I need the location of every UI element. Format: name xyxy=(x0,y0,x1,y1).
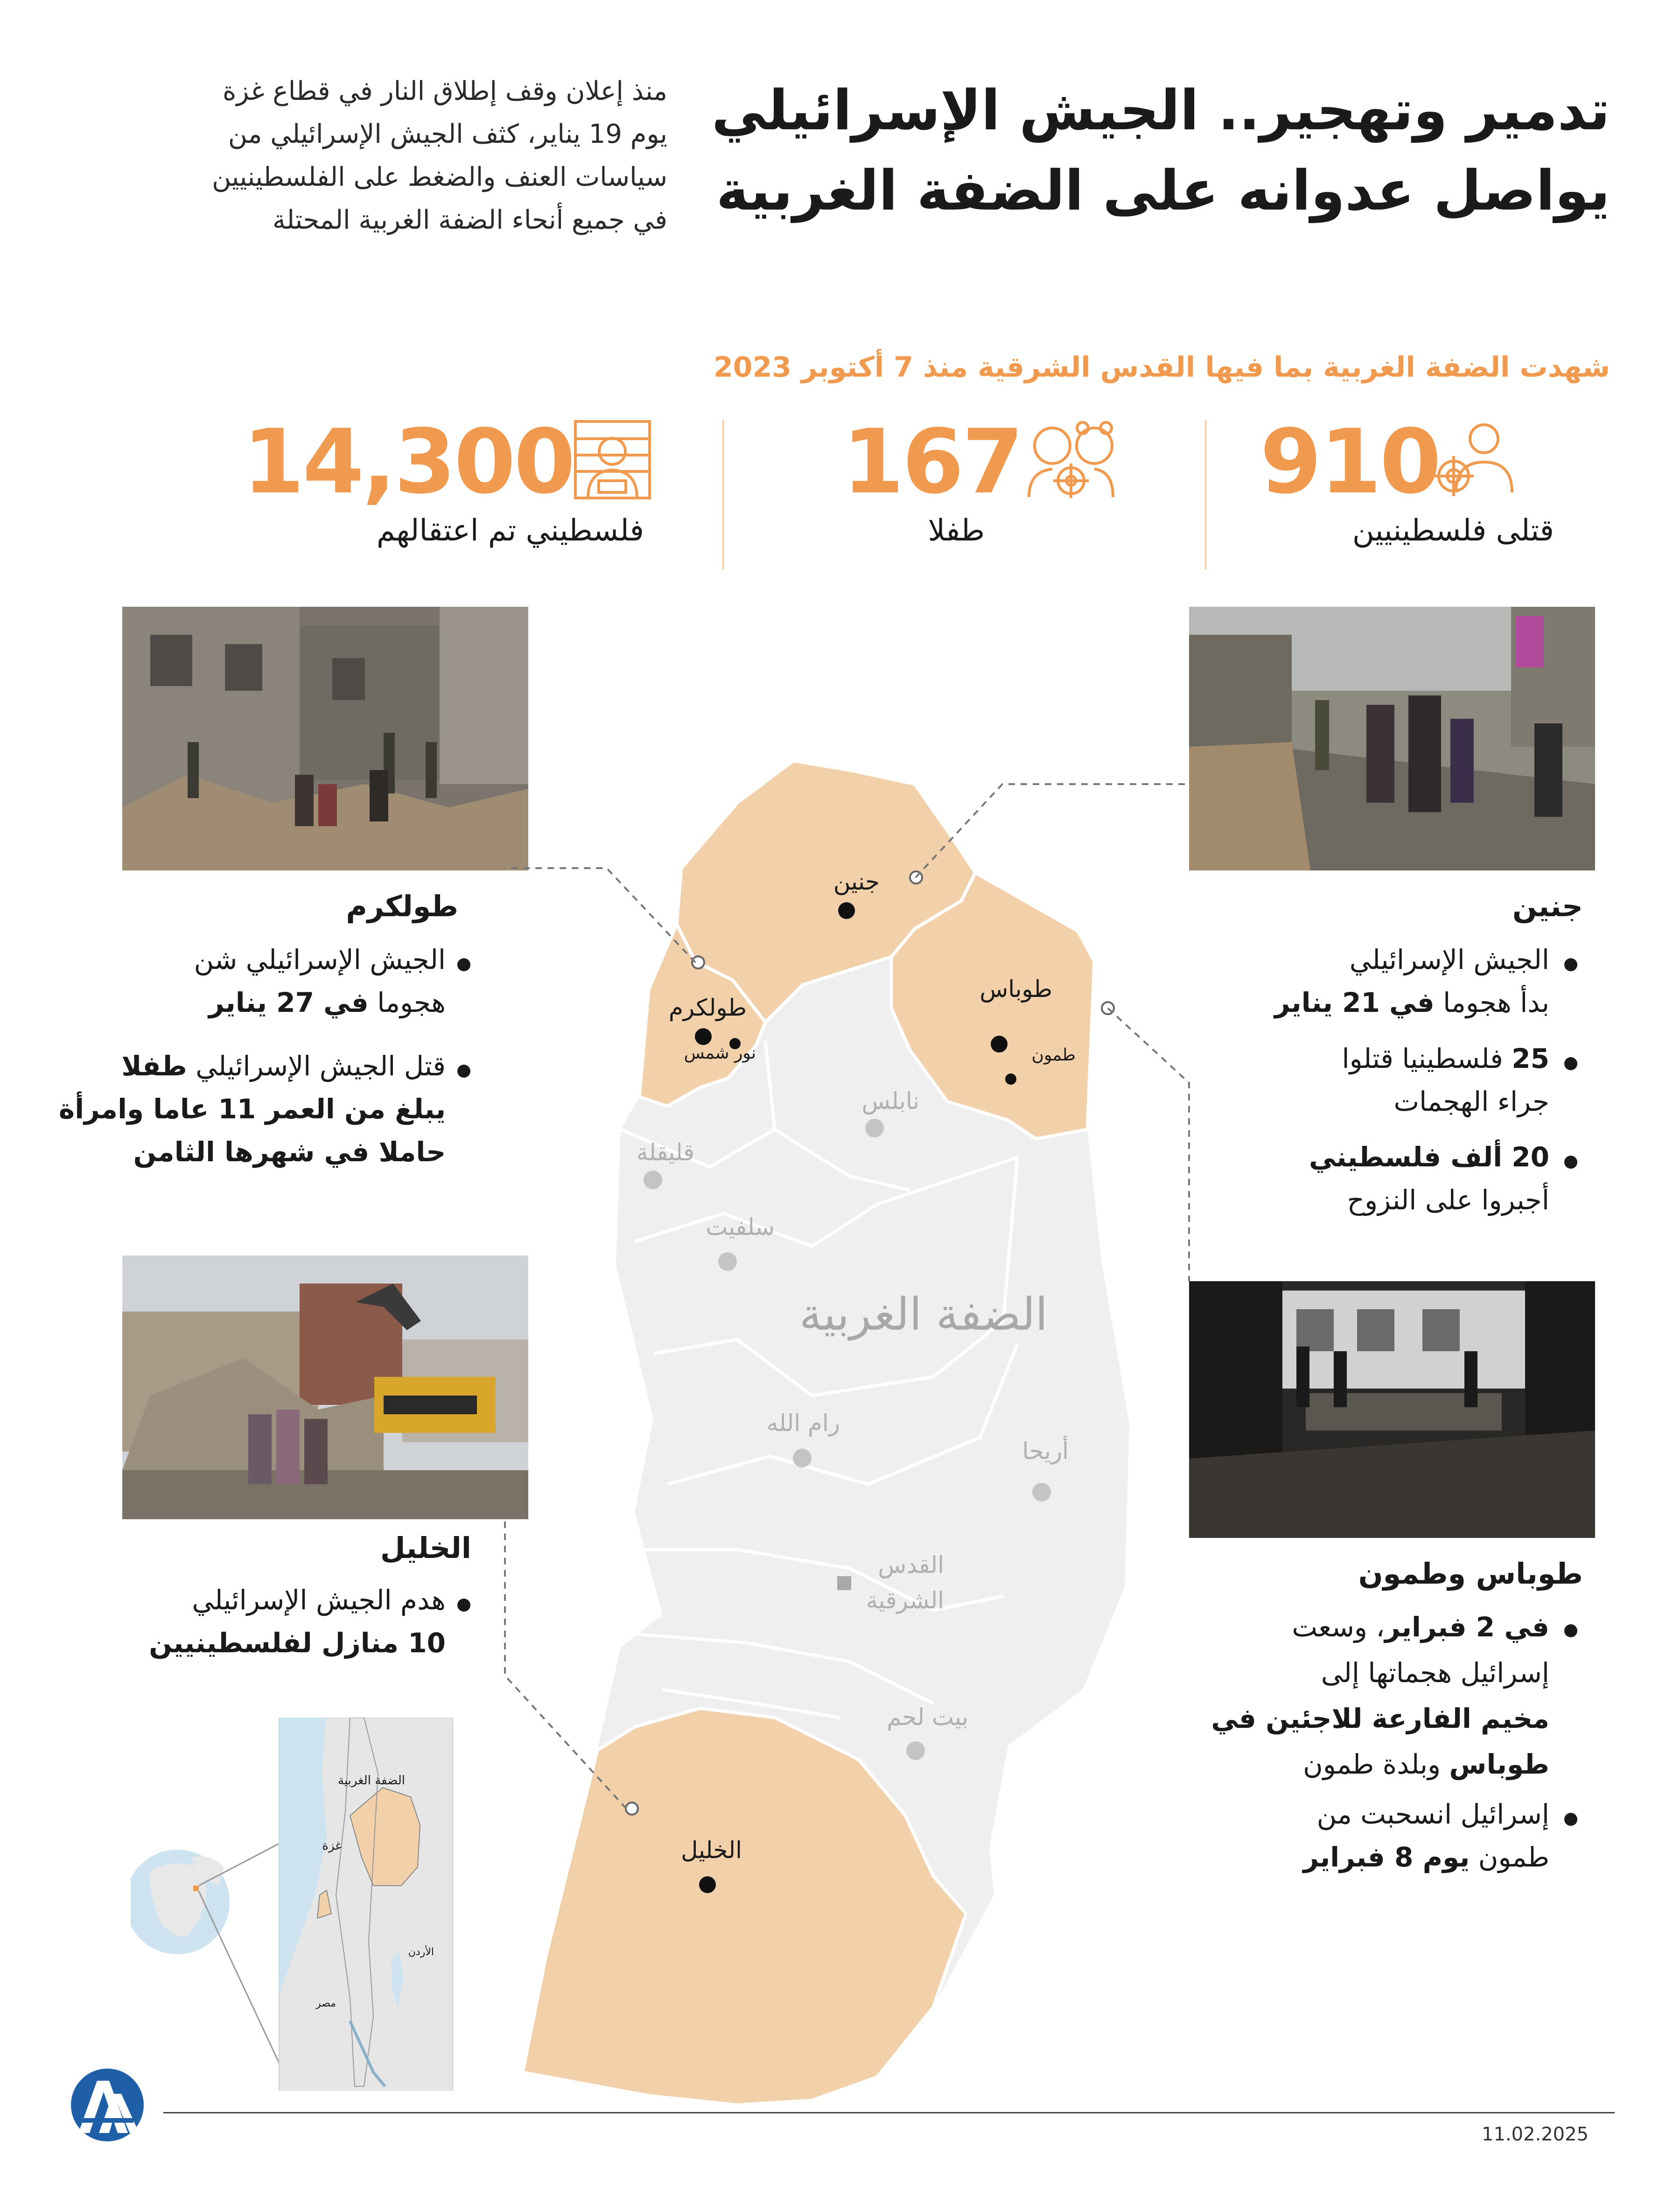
jenin-b1-line xyxy=(1274,981,1549,1024)
map-label-hebron: الخليل xyxy=(681,1837,742,1864)
map-label-tubas: طوباس xyxy=(980,975,1052,1003)
map-region-label: الضفة الغربية xyxy=(799,1288,1048,1340)
stat-children-label: طفلا xyxy=(928,513,985,548)
intro-line: سياسات العنف والضغط على الفلسطينيين xyxy=(212,162,667,192)
tulkarm-b1-line: الجيش الإسرائيلي شن xyxy=(194,944,446,975)
tulkarm-b2-line: حاملا في شهرها الثامن xyxy=(133,1136,446,1168)
jenin-b2-text: فلسطينيا قتلوا xyxy=(1342,1043,1512,1074)
stats-heading: شهدت الضفة الغربية بما فيها القدس الشرقية منذ 7 أكتوبر 2023 xyxy=(714,351,1610,384)
tubas-b1-line xyxy=(1211,1741,1549,1787)
title-line-2: يواصل عدوانه على الضفة الغربية xyxy=(716,158,1610,223)
tubas-b1-bold: طوباس xyxy=(1449,1748,1549,1780)
map-label-jericho: أريحا xyxy=(1022,1438,1069,1465)
hebron-title: الخليل xyxy=(380,1531,471,1565)
bullet-dot xyxy=(457,1065,470,1078)
tubas-b2-line xyxy=(1303,1836,1549,1879)
footer-divider xyxy=(163,2112,1615,2113)
locator-inset xyxy=(131,1718,467,2091)
jenin-bullet-3 xyxy=(1309,1136,1549,1221)
bullet-dot xyxy=(457,958,470,971)
tulkarm-b2-bold: طفلا xyxy=(121,1050,187,1082)
locator-label-gaza: غزة xyxy=(322,1839,342,1853)
jenin-b3-line: أجبروا على النزوح xyxy=(1347,1184,1549,1216)
stat-killed-value: 910 xyxy=(1260,410,1440,513)
map-label-ramallah: رام الله xyxy=(766,1410,840,1437)
jenin-title: جنين xyxy=(1512,889,1583,923)
tubas-b1-line xyxy=(1211,1604,1549,1650)
hebron-bullet-1 xyxy=(149,1579,446,1664)
tulkarm-b1-date: في 27 يناير xyxy=(208,987,369,1018)
tulkarm-b2-text: قتل الجيش الإسرائيلي xyxy=(187,1050,446,1082)
intro-line: في جميع أنحاء الضفة الغربية المحتلة xyxy=(272,205,667,235)
map-label-qalqilya: قليقلة xyxy=(636,1139,694,1166)
bullet-dot xyxy=(1564,1156,1577,1169)
hebron-b1-line: 10 منازل لفلسطينيين xyxy=(149,1627,446,1659)
map-label-nur-shams: نور شمس xyxy=(684,1044,756,1063)
map-label-east-jerusalem-line: الشرقية xyxy=(866,1587,944,1614)
tubas-b1-text: ، وسعت xyxy=(1292,1611,1385,1643)
bullet-dot xyxy=(1564,958,1577,971)
map-label-salfit: سلفيت xyxy=(706,1214,775,1241)
stat-detained-value: 14,300 xyxy=(243,410,574,513)
map-label-jenin: جنين xyxy=(833,868,880,895)
map-label-tammun: طمون xyxy=(1031,1045,1076,1065)
bullet-dot xyxy=(1564,1813,1577,1826)
map-label-tulkarm: طولكرم xyxy=(668,994,747,1021)
aa-logo-icon xyxy=(70,2068,145,2142)
jenin-b1-date: في 21 يناير xyxy=(1274,987,1435,1018)
tulkarm-title: طولكرم xyxy=(346,889,458,923)
tubas-title: طوباس وطمون xyxy=(1358,1557,1583,1591)
map-label-nablus: نابلس xyxy=(861,1087,919,1115)
intro-line: منذ إعلان وقف إطلاق النار في قطاع غزة xyxy=(223,76,667,106)
tulkarm-b1-text: هجوما xyxy=(368,987,446,1018)
locator-label-jordan: الأردن xyxy=(408,1946,434,1958)
tulkarm-bullet-2 xyxy=(59,1045,446,1173)
tubas-b1-date: في 2 فبراير xyxy=(1385,1611,1549,1643)
tulkarm-b2-line xyxy=(59,1045,446,1087)
stat-children-value: 167 xyxy=(842,410,1022,513)
jenin-b1-line: الجيش الإسرائيلي xyxy=(1349,944,1549,975)
tubas-b1-text2: وبلدة طمون xyxy=(1303,1748,1449,1780)
tubas-b1-line: مخيم الفارعة للاجئين في xyxy=(1211,1703,1549,1734)
map-label-east-jerusalem-line: القدس xyxy=(878,1551,944,1579)
hebron-b1-line: هدم الجيش الإسرائيلي xyxy=(192,1584,446,1616)
jenin-b2-line: جراء الهجمات xyxy=(1393,1086,1549,1117)
tubas-bullet-1 xyxy=(1211,1604,1549,1787)
locator-label-west-bank: الضفة الغربية xyxy=(337,1774,405,1788)
tubas-b2-line: إسرائيل انسحبت من xyxy=(1316,1798,1549,1830)
bullet-dot xyxy=(457,1599,470,1612)
locator-label-egypt: مصر xyxy=(315,1998,336,2009)
map-label-bethlehem: بيت لحم xyxy=(887,1704,968,1731)
jenin-b2-line xyxy=(1342,1037,1549,1080)
jenin-bullet-1 xyxy=(1274,938,1549,1024)
tulkarm-bullet-1 xyxy=(194,938,446,1024)
tubas-b1-line: إسرائيل هجماتها إلى xyxy=(1321,1657,1549,1689)
stat-killed-label: قتلى فلسطينيين xyxy=(1352,513,1554,548)
tulkarm-b2-line: يبلغ من العمر 11 عاما وامرأة xyxy=(58,1093,446,1125)
tubas-bullet-2 xyxy=(1303,1793,1549,1879)
title-line-1: تدمير وتهجير.. الجيش الإسرائيلي xyxy=(711,78,1610,142)
stat-detained-label: فلسطيني تم اعتقالهم xyxy=(376,513,644,548)
footer-date: 11.02.2025 xyxy=(1482,2124,1589,2145)
bullet-dot xyxy=(1564,1057,1577,1070)
jenin-b3-line: 20 ألف فلسطيني xyxy=(1309,1141,1549,1173)
jenin-b2-number: 25 xyxy=(1512,1043,1549,1074)
intro-line: يوم 19 يناير، كثف الجيش الإسرائيلي من xyxy=(228,119,667,149)
tulkarm-b1-line xyxy=(194,981,446,1024)
map-label-east-jerusalem xyxy=(866,1547,944,1618)
bullet-dot xyxy=(1564,1624,1577,1637)
jenin-bullet-2 xyxy=(1342,1037,1549,1123)
tubas-b2-date: يوم 8 فبراير xyxy=(1303,1841,1470,1873)
jenin-b1-text: بدأ هجوما xyxy=(1434,987,1549,1018)
tubas-b2-text: طمون xyxy=(1470,1841,1549,1873)
